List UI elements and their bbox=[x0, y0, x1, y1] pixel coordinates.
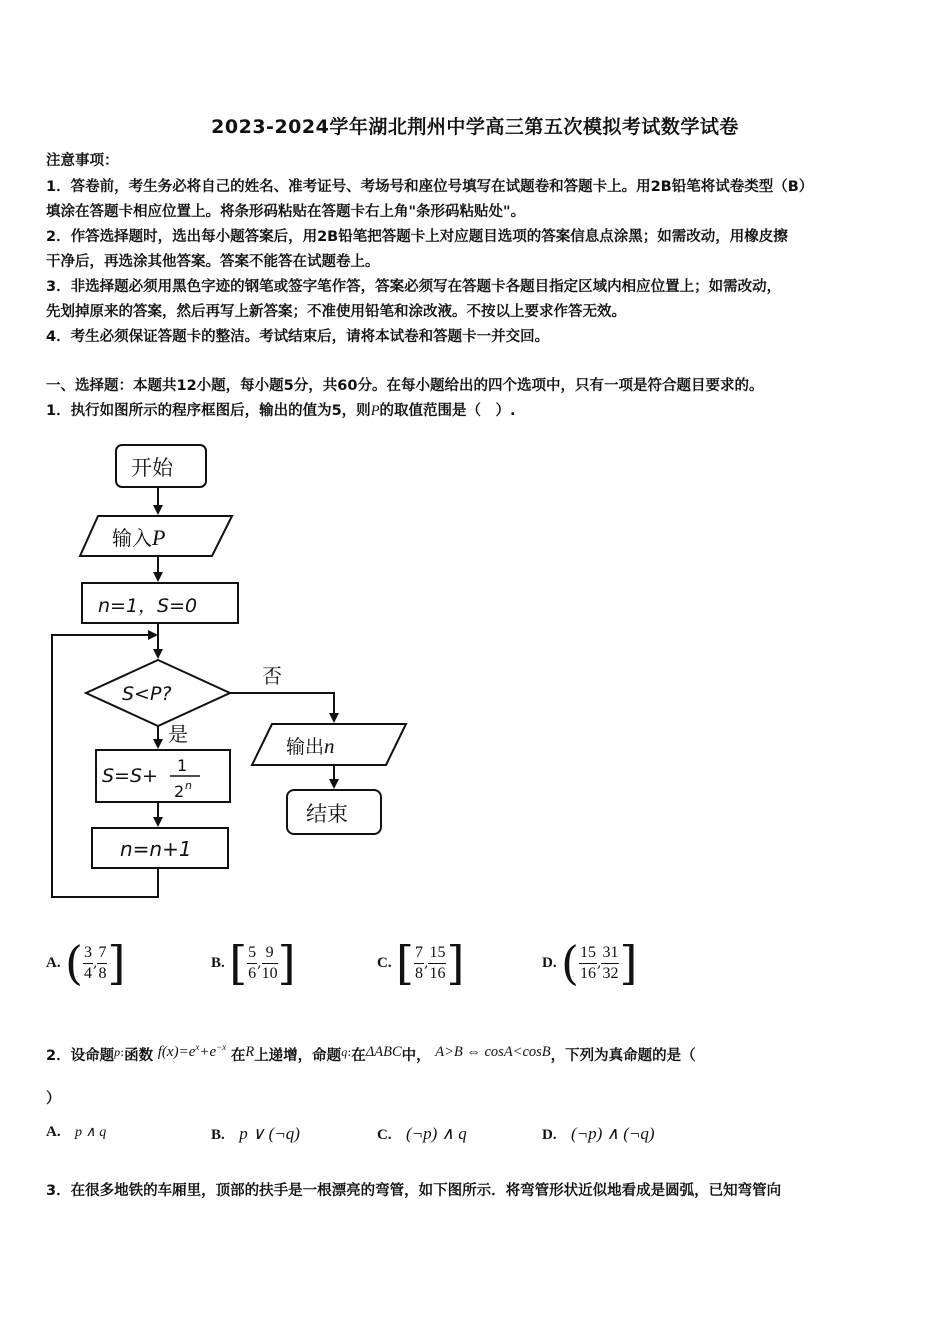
q2-close: ） bbox=[46, 1091, 61, 1107]
flowchart bbox=[40, 435, 420, 905]
q1-var: P bbox=[370, 403, 380, 419]
q2-exp1: x bbox=[195, 1042, 200, 1052]
frac-den: 16 bbox=[580, 964, 596, 982]
frac-num: 31 bbox=[601, 943, 619, 964]
flow-frac-den: 2 bbox=[174, 782, 185, 801]
q2-fx bbox=[158, 1044, 226, 1060]
flow-input-label bbox=[112, 525, 165, 550]
flow-input-prefix: 输入 bbox=[112, 526, 152, 550]
flow-cond-label: S<P? bbox=[122, 683, 172, 705]
q2-text: 上递增，命题 bbox=[254, 1048, 342, 1064]
q2-q: q bbox=[341, 1045, 348, 1059]
q2-triangle: ΔABC bbox=[365, 1044, 402, 1060]
frac-den: 32 bbox=[602, 964, 619, 982]
frac-num: 7 bbox=[97, 943, 107, 964]
q2-options bbox=[46, 1124, 916, 1154]
q2-condition: A>B ⇔ cosA<cosB bbox=[435, 1044, 551, 1060]
q2-text: 在 bbox=[230, 1048, 246, 1064]
frac-num: 9 bbox=[262, 943, 278, 964]
q2-text: 函数 bbox=[124, 1048, 154, 1064]
frac-num: 5 bbox=[247, 943, 257, 964]
notice-line: 2．作答选择题时，选出每小题答案后，用2B铅笔把答题卡上对应题目选项的答案信息点涂黑；如需改动，用橡皮擦 bbox=[46, 229, 788, 245]
q2-text: 2．设命题 bbox=[46, 1048, 115, 1064]
q2-option-d[interactable] bbox=[542, 1124, 655, 1144]
notice-line: 干净后，再选涂其他答案。答案不能答在试题卷上。 bbox=[46, 254, 380, 270]
notice-line: 1．答卷前，考生务必将自己的姓名、准考证号、考场号和座位号填写在试题卷和答题卡上。用2B铅笔将试卷类型（B） bbox=[46, 179, 814, 195]
q2-text: 中， bbox=[401, 1048, 431, 1064]
q1-option-b[interactable]: B. [ $\frac{5}{6}$ , $\frac{9}{10}$ ] bbox=[211, 936, 296, 990]
flow-yes-label: 是 bbox=[168, 722, 188, 746]
flow-start-label: 开始 bbox=[131, 456, 173, 480]
option-label: A. bbox=[46, 955, 61, 971]
flow-frac-exp: n bbox=[185, 779, 192, 792]
frac-num: 15 bbox=[579, 943, 597, 964]
q2-text: ，下列为真命题的是（ bbox=[550, 1048, 696, 1064]
question-1-stem bbox=[46, 400, 516, 422]
option-label: C. bbox=[377, 955, 392, 971]
notice-line: 填涂在答题卡相应位置上。将条形码粘贴在答题卡右上角"条形码粘贴处"。 bbox=[46, 204, 526, 220]
option-expr: p ∧ q bbox=[75, 1125, 107, 1140]
q2-exp2: −x bbox=[216, 1042, 227, 1052]
frac-den: 4 bbox=[84, 964, 92, 982]
notice-line: 3．非选择题必须用黑色字迹的钢笔或签字笔作答，答案必须写在答题卡各题目指定区域内相应位置上；如需改动， bbox=[46, 279, 782, 295]
flow-input-var: P bbox=[152, 525, 166, 550]
frac-den: 6 bbox=[248, 964, 257, 982]
q1-stem-part: 的取值范围是（ ）. bbox=[379, 403, 516, 419]
option-expr: p ∨ (¬q) bbox=[239, 1124, 300, 1143]
q2-fx-a: f(x)=e bbox=[157, 1044, 196, 1060]
frac-num: 3 bbox=[83, 943, 93, 964]
flow-output-prefix: 输出 bbox=[286, 736, 325, 758]
notice-line: 先划掉原来的答案，然后再写上新答案；不准使用铅笔和涂改液。不按以上要求作答无效。 bbox=[46, 304, 626, 320]
section-heading: 一、选择题：本题共12小题，每小题5分，共60分。在每小题给出的四个选项中，只有一项是符合题目要求的。 bbox=[46, 378, 764, 394]
page-title: 2023-2024学年湖北荆州中学高三第五次模拟考试数学试卷 bbox=[211, 116, 739, 138]
q2-p: p bbox=[114, 1045, 121, 1059]
q2-text: 在 bbox=[351, 1048, 366, 1064]
frac-den: 10 bbox=[261, 964, 278, 982]
flow-update-s-label: S=S+ bbox=[102, 765, 158, 787]
frac-num: 15 bbox=[428, 943, 446, 964]
q2-R: R bbox=[245, 1044, 255, 1060]
flow-output-var: n bbox=[324, 734, 335, 758]
flow-end-label: 结束 bbox=[306, 802, 348, 826]
q1-option-c[interactable]: C. [ $\frac{7}{8}$ , $\frac{15}{16}$ ] bbox=[377, 936, 465, 990]
frac-den: 8 bbox=[98, 964, 107, 982]
frac-num: 7 bbox=[414, 943, 424, 964]
frac-den: 16 bbox=[429, 964, 446, 982]
flow-no-label: 否 bbox=[262, 664, 282, 688]
option-label: D. bbox=[542, 1127, 557, 1143]
q2-option-a[interactable] bbox=[46, 1124, 106, 1141]
option-label: C. bbox=[377, 1127, 392, 1143]
flow-init-label: n=1，S=0 bbox=[98, 595, 198, 617]
option-label: B. bbox=[211, 1127, 225, 1143]
option-expr: (¬p) ∧ q bbox=[406, 1124, 467, 1143]
notice-line: 4．考生必须保证答题卡的整洁。考试结束后，请将本试卷和答题卡一并交回。 bbox=[46, 329, 550, 345]
q1-options bbox=[46, 936, 916, 994]
q2-option-b[interactable] bbox=[211, 1124, 300, 1144]
q2-fx-b: +e bbox=[199, 1044, 217, 1060]
frac-den: 8 bbox=[415, 964, 423, 982]
question-2-stem bbox=[46, 1036, 696, 1067]
q2-colon: : bbox=[347, 1045, 352, 1059]
q2-colon: : bbox=[120, 1045, 125, 1059]
option-label: A. bbox=[46, 1124, 61, 1140]
notice-heading: 注意事项： bbox=[46, 153, 119, 169]
option-label: B. bbox=[211, 955, 225, 971]
q1-option-a[interactable]: A. ( $\frac{3}{4}$ , $\frac{7}{8}$ ] bbox=[46, 936, 126, 990]
flow-update-n-label: n=n+1 bbox=[120, 837, 192, 861]
flow-output-label bbox=[286, 734, 335, 758]
q2-option-c[interactable] bbox=[377, 1124, 467, 1144]
flow-frac-num: 1 bbox=[177, 756, 188, 775]
option-label: D. bbox=[542, 955, 557, 971]
q1-stem-part: 1．执行如图所示的程序框图后，输出的值为5，则 bbox=[46, 403, 371, 419]
option-expr: (¬p) ∧ (¬q) bbox=[571, 1124, 655, 1143]
q1-option-d[interactable]: D. ( $\frac{15}{16}$ , $\frac{31}{32}$ ] bbox=[542, 936, 638, 990]
question-3-stem: 3．在很多地铁的车厢里，顶部的扶手是一根漂亮的弯管，如下图所示．将弯管形状近似地看成是圆弧，已知弯管向 bbox=[46, 1183, 782, 1199]
